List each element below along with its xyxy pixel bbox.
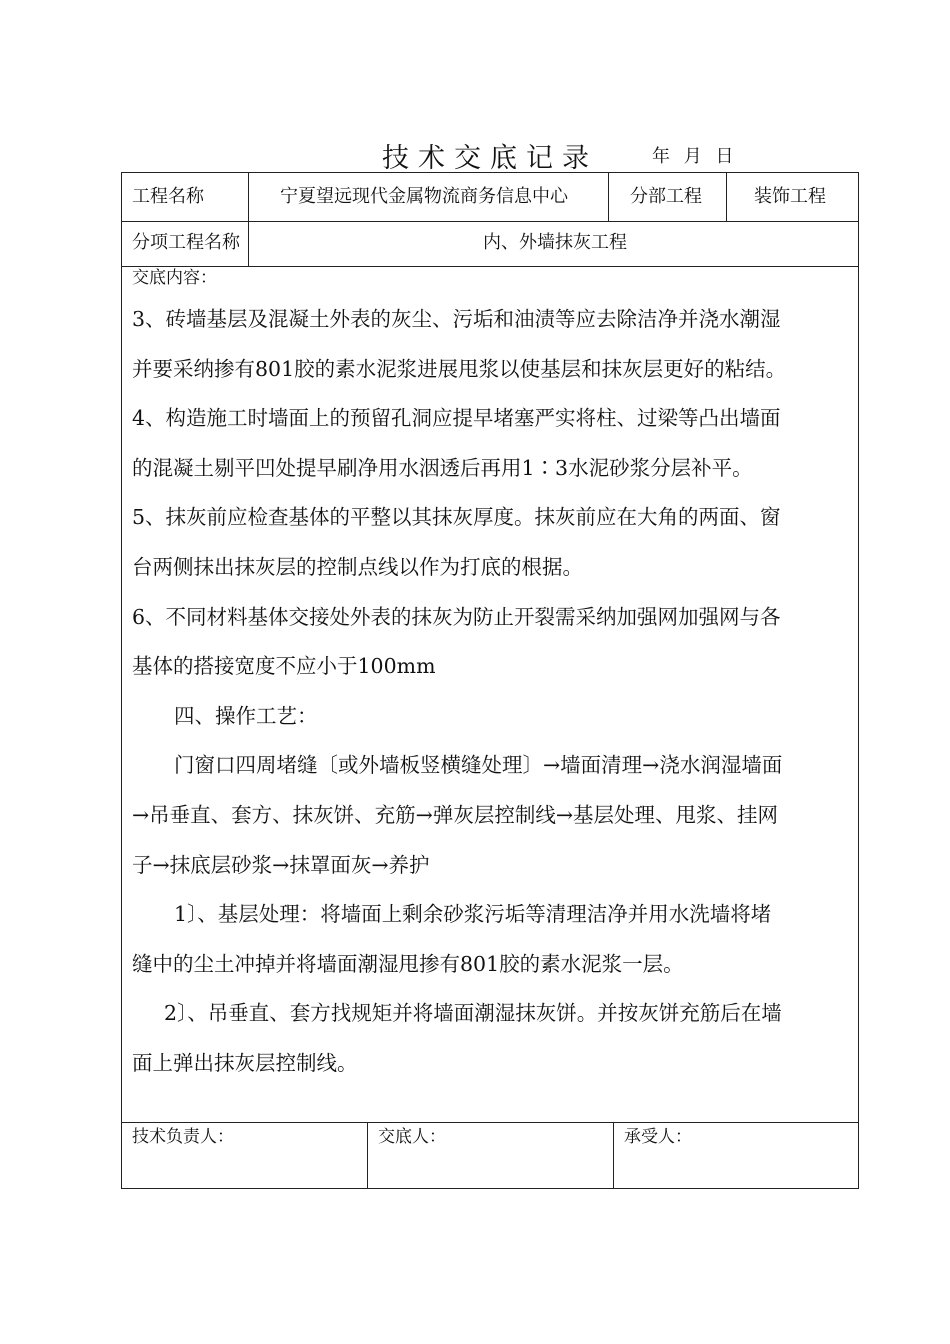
discloser-signature: 交底人：	[378, 1127, 446, 1147]
content-line: 3、砖墙基层及混凝土外表的灰尘、污垢和油渍等应去除洁净并浇水潮湿	[132, 307, 781, 331]
content-line: 面上弹出抹灰层控制线。	[132, 1050, 358, 1075]
col-divider	[608, 173, 609, 221]
date-field: 年 月 日	[652, 146, 734, 167]
content-line: 子→抹底层砂浆→抹罩面灰→养护	[132, 852, 430, 877]
content-line: 的混凝土剔平凹处提早刷净用水洇透后再用1∶3水泥砂浆分层补平。	[132, 455, 753, 480]
col-divider	[248, 173, 249, 221]
receiver-signature: 承受人：	[624, 1127, 692, 1147]
subitem-label: 分项工程名称	[132, 232, 240, 253]
project-name-value: 宁夏望远现代金属物流商务信息中心	[280, 186, 568, 207]
project-name-label: 工程名称	[132, 186, 204, 207]
content-line: 并要采纳掺有801胶的素水泥浆进展甩浆以使基层和抹灰层更好的粘结。	[132, 356, 787, 381]
col-divider	[367, 1122, 368, 1188]
col-divider	[248, 221, 249, 266]
subitem-value: 内、外墙抹灰工程	[483, 232, 627, 253]
row-divider	[122, 221, 858, 222]
content-line: 5、抹灰前应检查基体的平整以其抹灰厚度。抹灰前应在大角的两面、窗	[132, 505, 781, 530]
tech-lead-signature: 技术负责人：	[132, 1127, 234, 1147]
content-label: 交底内容：	[132, 268, 217, 288]
content-line: 缝中的尘土冲掉并将墙面潮湿甩掺有801胶的素水泥浆一层。	[132, 951, 684, 976]
content-line: →吊垂直、套方、抹灰饼、充筋→弹灰层控制线→基层处理、甩浆、挂网	[132, 802, 779, 827]
content-line: 4、构造施工时墙面上的预留孔洞应提早堵塞严实将柱、过梁等凸出墙面	[132, 406, 781, 431]
section-heading: 四、操作工艺：	[174, 703, 318, 728]
content-line: 台两侧抹出抹灰层的控制点线以作为打底的根据。	[132, 554, 583, 579]
col-divider	[613, 1122, 614, 1188]
division-label: 分部工程	[630, 186, 702, 207]
document-title: 技术交底记录	[382, 143, 598, 174]
disclosure-table	[121, 172, 859, 1189]
content-line: 1〕、基层处理：将墙面上剩余砂浆污垢等清理洁净并用水洗墙将堵	[174, 902, 772, 927]
content-body	[132, 295, 852, 1089]
row-divider	[122, 1122, 858, 1123]
content-line: 门窗口四周堵缝〔或外墙板竖横缝处理〕→墙面清理→浇水润湿墙面	[174, 753, 783, 778]
content-line: 6、不同材料基体交接处外表的抹灰为防止开裂需采纳加强网加强网与各	[132, 604, 781, 629]
content-line: 基体的搭接宽度不应小于100mm	[132, 654, 436, 679]
content-line: 2〕、吊垂直、套方找规矩并将墙面潮湿抹灰饼。并按灰饼充筋后在墙	[164, 1001, 782, 1026]
division-value: 装饰工程	[754, 186, 826, 207]
col-divider	[726, 173, 727, 221]
row-divider	[122, 266, 858, 267]
